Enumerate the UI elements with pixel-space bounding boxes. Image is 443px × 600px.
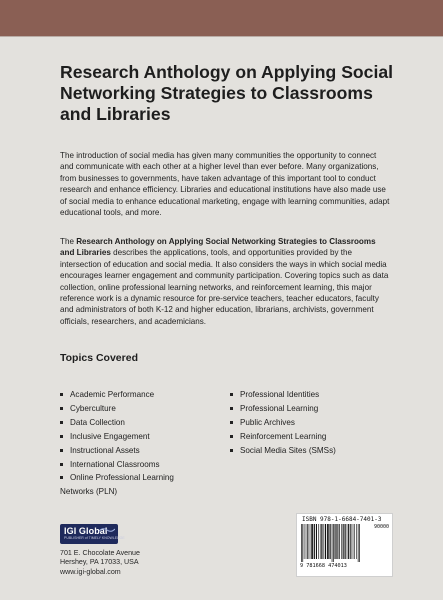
topic-label-continuation: Networks (PLN) (60, 487, 118, 497)
barcode-bar (353, 524, 354, 559)
barcode-bar (354, 524, 355, 559)
topic-label: International Classrooms (70, 459, 160, 469)
barcode-bar (336, 524, 337, 559)
top-color-band (0, 0, 443, 36)
bullet-icon (230, 421, 233, 424)
barcode-bar (330, 524, 331, 559)
topic-label: Professional Identities (240, 390, 320, 399)
address-line-1: 701 E. Chocolate Avenue (60, 549, 140, 557)
topic-label: Professional Learning (240, 403, 319, 413)
barcode-bar (333, 524, 334, 562)
bullet-icon (60, 463, 63, 466)
description-paragraph-2 (60, 236, 390, 327)
barcode-bar (341, 524, 342, 559)
bullet-icon (230, 393, 233, 396)
barcode-bar (310, 524, 311, 559)
barcode-bar (316, 524, 317, 559)
bullet-icon (60, 476, 63, 479)
list-item (230, 444, 400, 458)
barcode-bar (335, 524, 336, 559)
topic-label: Instructional Assets (70, 445, 140, 455)
topics-list-right (230, 388, 400, 458)
bullet-icon (230, 435, 233, 438)
barcode-bar (343, 524, 344, 559)
barcode-bar (301, 524, 302, 562)
address-line-2: Hershey, PA 17033, USA (60, 558, 139, 567)
bullet-icon (60, 407, 63, 410)
barcode-bar (325, 524, 326, 559)
list-item (60, 471, 230, 485)
topic-label: Inclusive Engagement (70, 431, 150, 441)
bullet-icon (230, 449, 233, 452)
barcode-bar (304, 524, 305, 559)
barcode-digits: 9 781668 474013 (300, 563, 347, 569)
barcode-bar (327, 524, 329, 559)
list-item (60, 402, 230, 416)
barcode-bar (356, 524, 357, 559)
bullet-icon (60, 421, 63, 424)
barcode-bar (314, 524, 315, 559)
barcode-bar (339, 524, 340, 559)
topic-label: Online Professional Learning (70, 473, 174, 483)
list-item (60, 458, 230, 472)
list-item (60, 430, 230, 444)
topic-label: Social Media Sites (SMSs) (240, 445, 336, 455)
barcode-bar (348, 524, 349, 559)
list-item (230, 402, 400, 416)
publisher-address (60, 549, 140, 577)
barcode-bar (345, 524, 346, 559)
isbn-barcode (296, 513, 393, 577)
topic-label: Public Archives (240, 417, 295, 427)
barcode-bar (321, 524, 322, 559)
barcode-bar (318, 524, 319, 559)
paragraph-2-title: Research Anthology on Applying Social Networking Strategies to Classrooms and Libraries (60, 237, 376, 258)
barcode-bar (359, 524, 360, 562)
topics-heading: Topics Covered (60, 352, 138, 364)
topic-label: Academic Performance (70, 390, 155, 399)
list-item (60, 444, 230, 458)
barcode-bar (302, 524, 303, 562)
logo-wave-icon (99, 527, 115, 533)
barcode-bar (307, 524, 308, 559)
list-item (230, 430, 400, 444)
paragraph-2-lead: The (60, 237, 77, 246)
barcode-bars (300, 524, 368, 562)
topic-label: Reinforcement Learning (240, 431, 327, 441)
topic-label: Cyberculture (70, 403, 116, 413)
paragraph-2-rest: describes the applications, tools, and opportunities provided by the intersection of education and social media. It also considers the ways in which social media encourages learner engagement and community participation. Covering topics such as data collection, online professional learning networks, and reinforcement learning, this major reference work is a dynamic resource for pre-service teachers, teacher educators, faculty and administrators of both K-12 and higher education, librarians, archivists, government officials, researchers, and academicians. (60, 248, 389, 326)
bullet-icon (60, 449, 63, 452)
bullet-icon (230, 407, 233, 410)
list-item (60, 416, 230, 430)
top-band-divider (0, 36, 443, 37)
isbn-label: ISBN 978-1-6684-7401-3 (302, 516, 382, 523)
logo-tagline: PUBLISHER of TIMELY KNOWLEDGE (64, 536, 125, 540)
list-item (230, 416, 400, 430)
logo-name: IGI Global (64, 526, 108, 536)
barcode-bar (324, 524, 325, 559)
price-code: 90000 (373, 524, 389, 530)
barcode-bar (332, 524, 333, 562)
book-title: Research Anthology on Applying Social Networking Strategies to Classrooms and Libraries (60, 62, 394, 124)
bullet-icon (60, 435, 63, 438)
bullet-icon (60, 393, 63, 396)
barcode-bar (347, 524, 348, 559)
publisher-logo (60, 524, 125, 544)
publisher-website: www.igi-global.com (60, 567, 121, 576)
topic-label: Data Collection (70, 417, 125, 427)
barcode-bar (320, 524, 321, 559)
barcode-bar (306, 524, 307, 559)
description-paragraph-1: The introduction of social media has given many communities the opportunity to connect and communicate with each other at a higher level than ever before. Many organizations, from businesses to governments, have taken advantage of this important tool to conduct research and enhance efficiency. Libraries and educational institutions have also made use of social media to enhance educational marketing, engage with learning communities, adapt educational tools, and more. (60, 151, 390, 218)
barcode-bar (311, 524, 313, 559)
barcode-bar (350, 524, 351, 559)
list-item (230, 388, 400, 402)
topics-list-left (60, 388, 230, 499)
barcode-bar (358, 524, 359, 562)
list-item-continuation (60, 485, 230, 499)
list-item (60, 388, 230, 402)
